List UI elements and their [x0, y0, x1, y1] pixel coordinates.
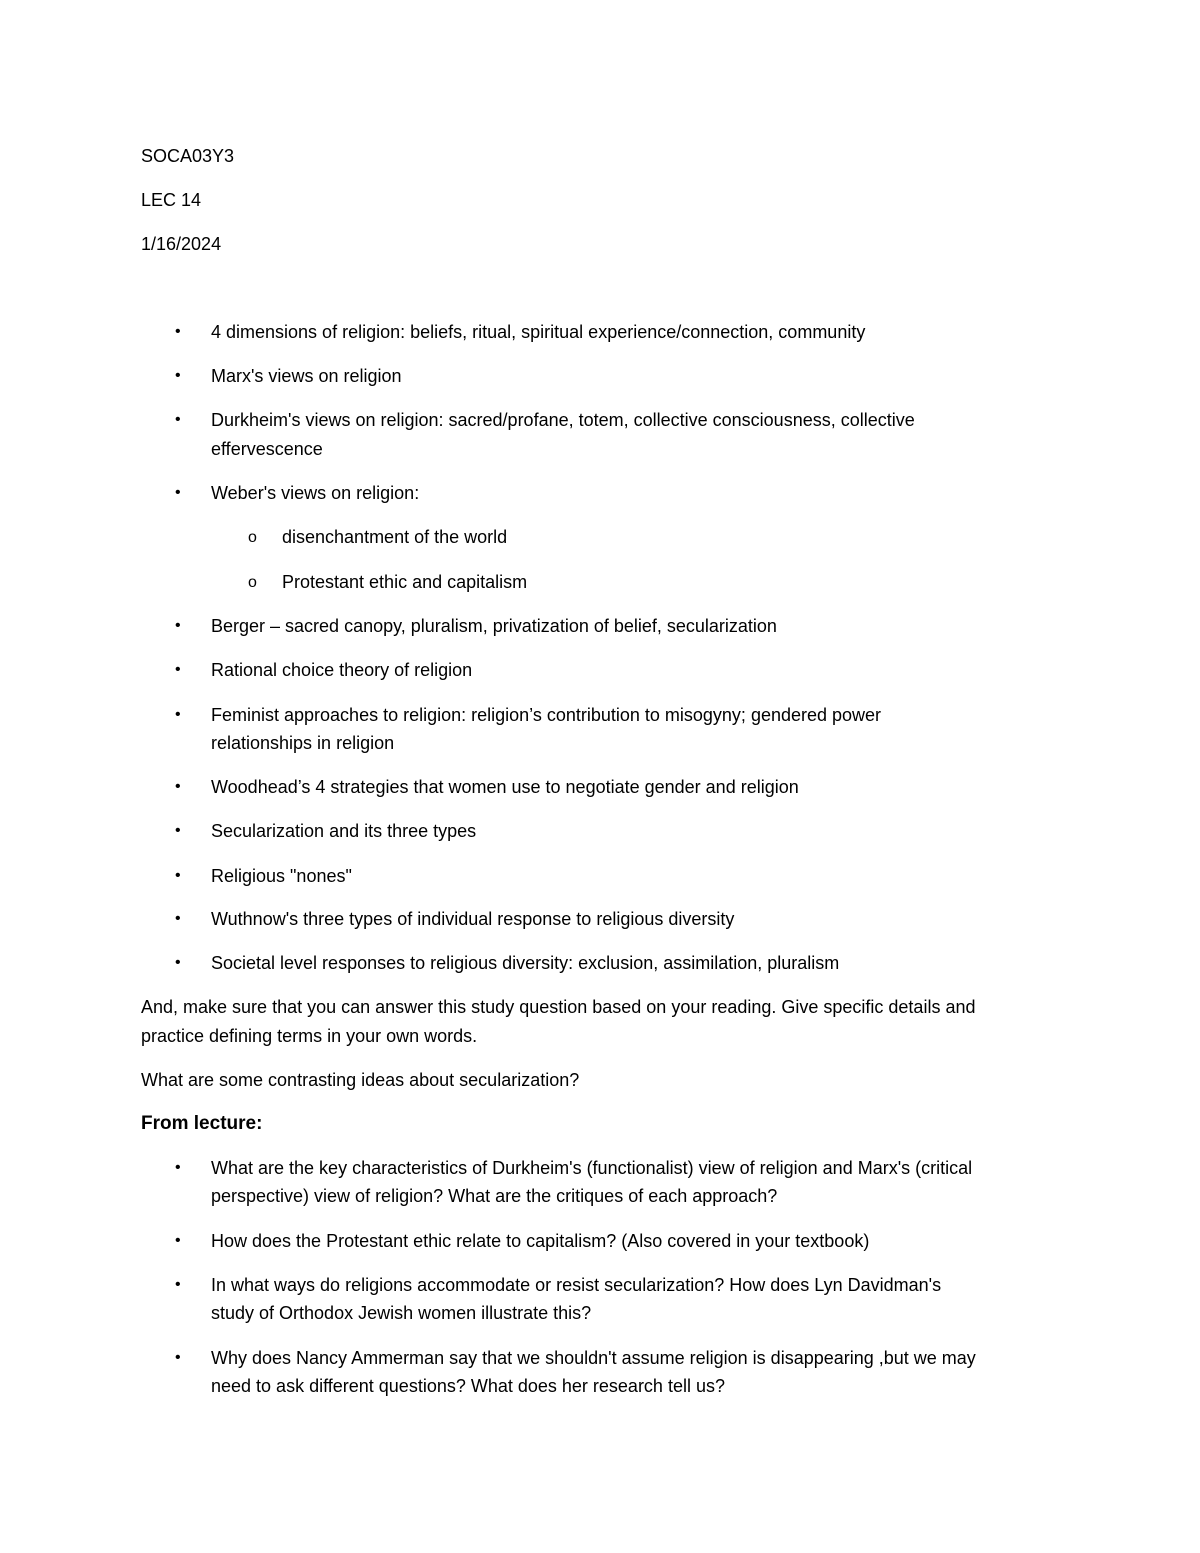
bullet-icon: • [175, 867, 181, 884]
bullet-icon: • [175, 910, 181, 927]
list-item: Societal level responses to religious diversity: exclusion, assimilation, pluralism [211, 953, 840, 973]
sub-bullet-icon: o [248, 574, 257, 591]
list-item: Why does Nancy Ammerman say that we shouldn't assume religion is disappearing ,but we may [211, 1348, 976, 1368]
list-item: Religious "nones" [211, 866, 352, 886]
list-item: Durkheim's views on religion: sacred/profane, totem, collective consciousness, collective [211, 410, 915, 430]
bullet-icon: • [175, 367, 181, 384]
instructions-text: And, make sure that you can answer this study question based on your reading. Give specific details and [141, 997, 976, 1017]
study-question: What are some contrasting ideas about secularization? [141, 1070, 580, 1090]
bullet-icon: • [175, 1276, 181, 1293]
list-item-continuation: study of Orthodox Jewish women illustrate this? [211, 1303, 592, 1323]
list-item: Wuthnow's three types of individual response to religious diversity [211, 909, 735, 929]
list-item: How does the Protestant ethic relate to capitalism? (Also covered in your textbook) [211, 1231, 870, 1251]
list-item-continuation: perspective) view of religion? What are the critiques of each approach? [211, 1186, 778, 1206]
list-item: Woodhead’s 4 strategies that women use to negotiate gender and religion [211, 777, 799, 797]
bullet-icon: • [175, 617, 181, 634]
bullet-icon: • [175, 954, 181, 971]
bullet-icon: • [175, 778, 181, 795]
sub-list-item: disenchantment of the world [282, 527, 508, 547]
list-item: What are the key characteristics of Durkheim's (functionalist) view of religion and Marx's (critical [211, 1158, 973, 1178]
lecture-heading: From lecture: [141, 1113, 263, 1134]
list-item-continuation: effervescence [211, 439, 323, 459]
bullet-icon: • [175, 1159, 181, 1176]
sub-list-item: Protestant ethic and capitalism [282, 572, 528, 592]
list-item: Feminist approaches to religion: religion’s contribution to misogyny; gendered power [211, 705, 882, 725]
bullet-icon: • [175, 323, 181, 340]
sub-bullet-icon: o [248, 529, 257, 546]
list-item-continuation: need to ask different questions? What does her research tell us? [211, 1376, 725, 1396]
list-item: Marx's views on religion [211, 366, 402, 386]
bullet-icon: • [175, 411, 181, 428]
list-item-continuation: relationships in religion [211, 733, 395, 753]
lecture-number: LEC 14 [141, 190, 202, 210]
instructions-text-continuation: practice defining terms in your own words. [141, 1026, 478, 1046]
bullet-icon: • [175, 661, 181, 678]
bullet-icon: • [175, 822, 181, 839]
list-item: Weber's views on religion: [211, 483, 420, 503]
course-code: SOCA03Y3 [141, 146, 235, 166]
bullet-icon: • [175, 706, 181, 723]
list-item: Berger – sacred canopy, pluralism, privatization of belief, secularization [211, 616, 777, 636]
list-item: Rational choice theory of religion [211, 660, 473, 680]
bullet-icon: • [175, 1349, 181, 1366]
list-item: In what ways do religions accommodate or resist secularization? How does Lyn Davidman's [211, 1275, 942, 1295]
lecture-date: 1/16/2024 [141, 234, 222, 254]
bullet-icon: • [175, 1232, 181, 1249]
list-item: 4 dimensions of religion: beliefs, ritual, spiritual experience/connection, community [211, 322, 866, 342]
bullet-icon: • [175, 484, 181, 501]
list-item: Secularization and its three types [211, 821, 477, 841]
